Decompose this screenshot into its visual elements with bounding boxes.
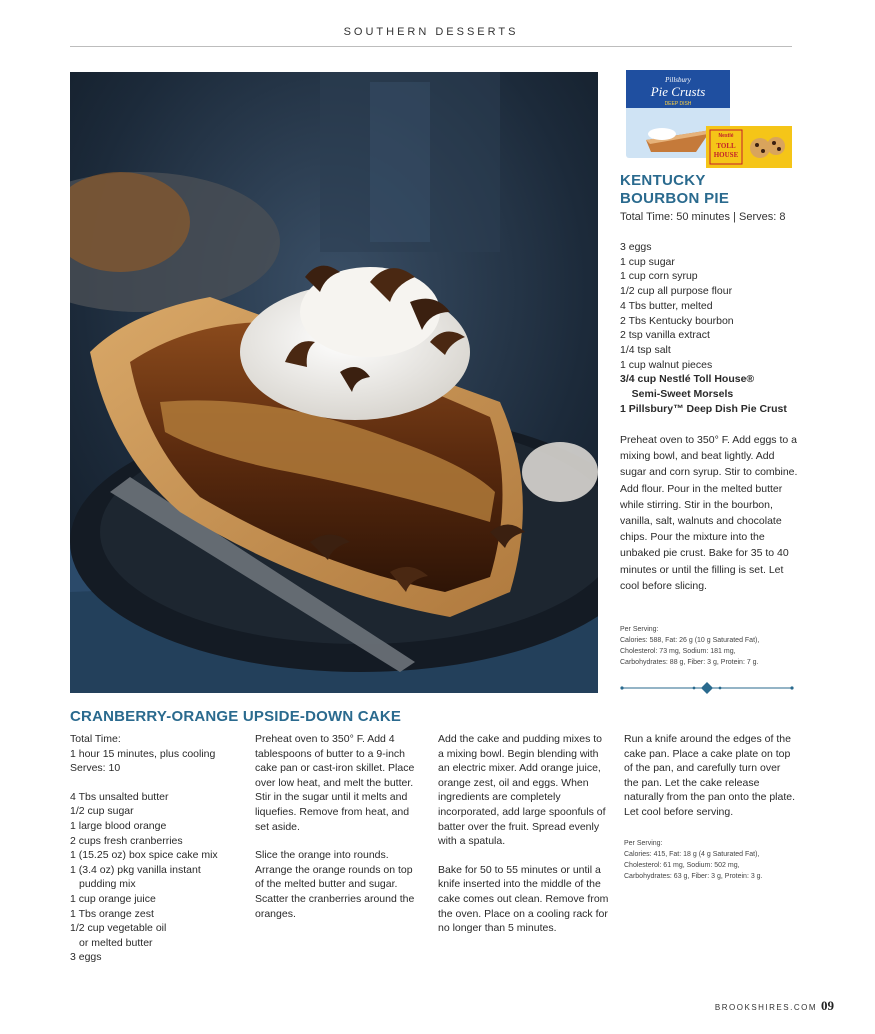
cake-step-5: Run a knife around the edges of the cake pan. Place a cake plate on top of the pan, and carefully turn over the pan. Let the cake release naturally from the pan onto the plate. Let cool before serving. xyxy=(624,733,796,818)
cake-nutrition xyxy=(624,838,804,882)
cake-ingredient: 1 Tbs orange zest xyxy=(70,907,154,920)
cake-time-value: 1 hour 15 minutes, plus cooling xyxy=(70,747,216,760)
kentucky-ingredient: 3 eggs xyxy=(620,241,652,253)
cake-ingredients-column xyxy=(70,732,238,965)
chips-brand: Nestlé xyxy=(718,133,734,139)
page-footer xyxy=(715,998,834,1014)
kentucky-ingredient: 3/4 cup Nestlé Toll House® xyxy=(620,373,755,386)
chips-label-2: HOUSE xyxy=(713,151,739,159)
cake-ingredient: 4 Tbs unsalted butter xyxy=(70,790,169,803)
cake-ingredient: 2 cups fresh cranberries xyxy=(70,834,183,847)
toll-house-package-image xyxy=(706,126,792,168)
section-title: SOUTHERN DESSERTS xyxy=(343,26,519,38)
kentucky-nutrition xyxy=(620,624,800,668)
kentucky-nutrition-line2: Cholesterol: 73 mg, Sodium: 181 mg, xyxy=(620,648,736,655)
cake-step-3: Add the cake and pudding mixes to a mixing bowl. Begin blending with an electric mixer. Add orange juice, orange zest, oil and eggs. When ingredients are completely incorporated, add large spoonfuls of batter over the fruit. Spread evenly with a spatula. xyxy=(438,733,606,848)
cake-nutrition-line1: Calories: 415, Fat: 18 g (4 g Saturated Fat), xyxy=(624,851,760,858)
cake-ingredient: or melted butter xyxy=(79,936,153,949)
cake-steps-column-2 xyxy=(438,732,610,950)
cake-ingredient: 1 (3.4 oz) pkg vanilla instant xyxy=(70,863,201,876)
pie-crust-brand: Pillsbury xyxy=(665,76,691,84)
cake-ingredient: 1/2 cup vegetable oil xyxy=(70,922,167,935)
cake-step-4: Bake for 50 to 55 minutes or until a knife inserted into the middle of the cake comes out clean. Remove from the oven. Place on a cooling rack for no longer than 5 minutes. xyxy=(438,863,609,935)
pie-photo xyxy=(70,72,598,693)
kentucky-ingredient: 2 tsp vanilla extract xyxy=(620,329,710,342)
kentucky-nutrition-line1: Calories: 588, Fat: 26 g (10 g Saturated Fat), xyxy=(620,637,760,644)
cake-serves: Serves: 10 xyxy=(70,762,121,775)
toll-house-product xyxy=(706,126,792,168)
kentucky-ingredient: 1 cup corn syrup xyxy=(620,270,698,283)
chips-label-1: TOLL xyxy=(716,142,736,150)
kentucky-ingredient: Semi-Sweet Morsels xyxy=(620,388,734,401)
cake-title: CRANBERRY-ORANGE UPSIDE-DOWN CAKE xyxy=(70,708,402,725)
kentucky-title-line1: KENTUCKY xyxy=(620,172,706,189)
cake-ingredient: 1 cup orange juice xyxy=(70,892,156,905)
cake-ingredient: 1 (15.25 oz) box spice cake mix xyxy=(70,849,218,862)
kentucky-ingredient: 1/4 tsp salt xyxy=(620,343,671,356)
cake-steps-column-3 xyxy=(624,732,796,834)
cake-ingredient: 1 large blood orange xyxy=(70,819,167,832)
kentucky-nutrition-line3: Carbohydrates: 88 g, Fiber: 3 g, Protein: 7 g. xyxy=(620,659,759,666)
page-number: 09 xyxy=(821,998,834,1013)
kentucky-directions: Preheat oven to 350° F. Add eggs to a mixing bowl, and beat lightly. Add sugar and corn syrup. Stir to combine. Add flour. Pour in the melted butter while stirring. Stir in the bourbon, vanilla, salt, walnuts and chocolate chips. Pour the mixture into the unbaked pie crust. Bake for 35 to 40 minutes or until the filling is set. Let cool before slicing. xyxy=(620,434,798,592)
kentucky-ingredient: 1/2 cup all purpose flour xyxy=(620,285,733,298)
cake-time-label: Total Time: xyxy=(70,733,121,745)
cake-nutrition-line3: Carbohydrates: 63 g, Fiber: 3 g, Protein: 3 g. xyxy=(624,873,763,880)
cake-nutrition-label: Per Serving: xyxy=(624,840,663,847)
kentucky-ingredients-list xyxy=(620,240,820,416)
kentucky-pie-title xyxy=(620,172,820,208)
kentucky-ingredient: 1 cup sugar xyxy=(620,255,675,268)
pie-crust-sub: DEEP DISH xyxy=(664,101,692,107)
cake-ingredients-list xyxy=(70,790,238,965)
cake-ingredient: 1/2 cup sugar xyxy=(70,805,134,818)
cake-steps-column-1 xyxy=(255,732,423,935)
cake-nutrition-line2: Cholesterol: 61 mg, Sodium: 502 mg, xyxy=(624,862,740,869)
ornament-divider xyxy=(619,680,795,696)
pie-photo-illustration xyxy=(70,72,598,693)
kentucky-ingredient: 1 cup walnut pieces xyxy=(620,358,713,371)
kentucky-title-line2: BOURBON PIE xyxy=(620,190,730,207)
kentucky-meta: Total Time: 50 minutes | Serves: 8 xyxy=(620,211,786,223)
kentucky-ingredient: 4 Tbs butter, melted xyxy=(620,299,713,312)
cake-ingredient: pudding mix xyxy=(79,878,136,891)
kentucky-ingredient: 1 Pillsbury™ Deep Dish Pie Crust xyxy=(620,402,787,415)
kentucky-ingredient: 2 Tbs Kentucky bourbon xyxy=(620,314,734,327)
header-rule xyxy=(70,46,792,47)
cake-step-1: Preheat oven to 350° F. Add 4 tablespoons of butter to a 9-inch cake pan or cast-iron skillet. Place over low heat, and melt the butter. Stir in the sugar until it melts and liquefies. Remove from heat, and set aside. xyxy=(255,733,415,833)
kentucky-nutrition-label: Per Serving: xyxy=(620,626,659,633)
pie-crust-label: Pie Crusts xyxy=(650,84,706,99)
cake-step-2: Slice the orange into rounds. Arrange the orange rounds on top of the melted butter and sugar. Scatter the cranberries around the oranges. xyxy=(255,849,415,920)
cake-ingredient: 3 eggs xyxy=(70,951,102,964)
footer-site: BROOKSHIRES.COM xyxy=(714,1003,817,1012)
